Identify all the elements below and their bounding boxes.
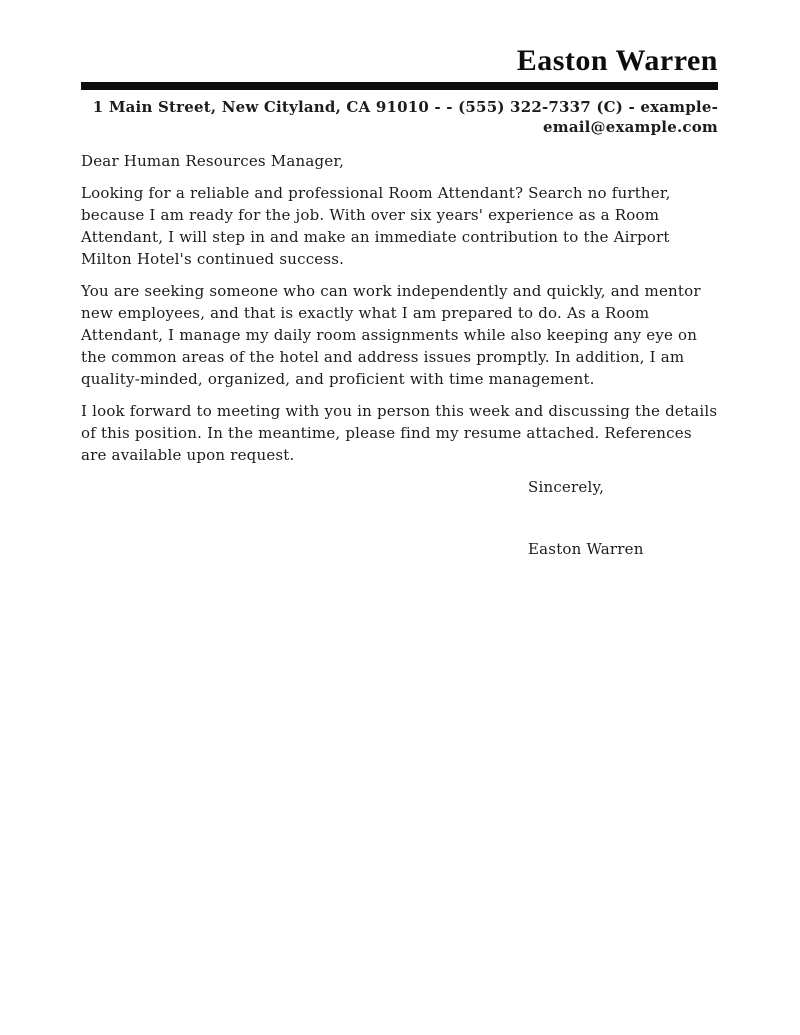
author-name: Easton Warren [516,44,718,77]
letter-header [0,0,800,137]
letter-body [0,137,800,560]
salutation: Dear Human Resources Manager, [81,152,345,170]
paragraph-followup: I look forward to meeting with you in person this week and discussing the details of this position. In the meantime, please find my resume attached. References are available upon request. [81,402,718,464]
double-rule-divider [81,82,718,90]
signoff-block [528,476,718,560]
paragraph-skills: You are seeking someone who can work independently and quickly, and mentor new employees, and that is exactly what I am prepared to do. As a Room Attendant, I manage my daily room assignments while also keeping any eye on the common areas of the hotel and address issues promptly. In addition, I am quality-minded, organized, and proficient with time management. [81,282,701,388]
contact-line: 1 Main Street, New Cityland, CA 91010 - - (555) 322-7337 (C) - example-email@example.com [92,98,718,136]
paragraph-intro: Looking for a reliable and professional Room Attendant? Search no further, because I am ready for the job. With over six years' experience as a Room Attendant, I will step in and make an immediate contribution to the Airport Milton Hotel's continued success. [81,184,671,268]
closing: Sincerely, [528,478,605,496]
signature-name: Easton Warren [528,540,644,558]
